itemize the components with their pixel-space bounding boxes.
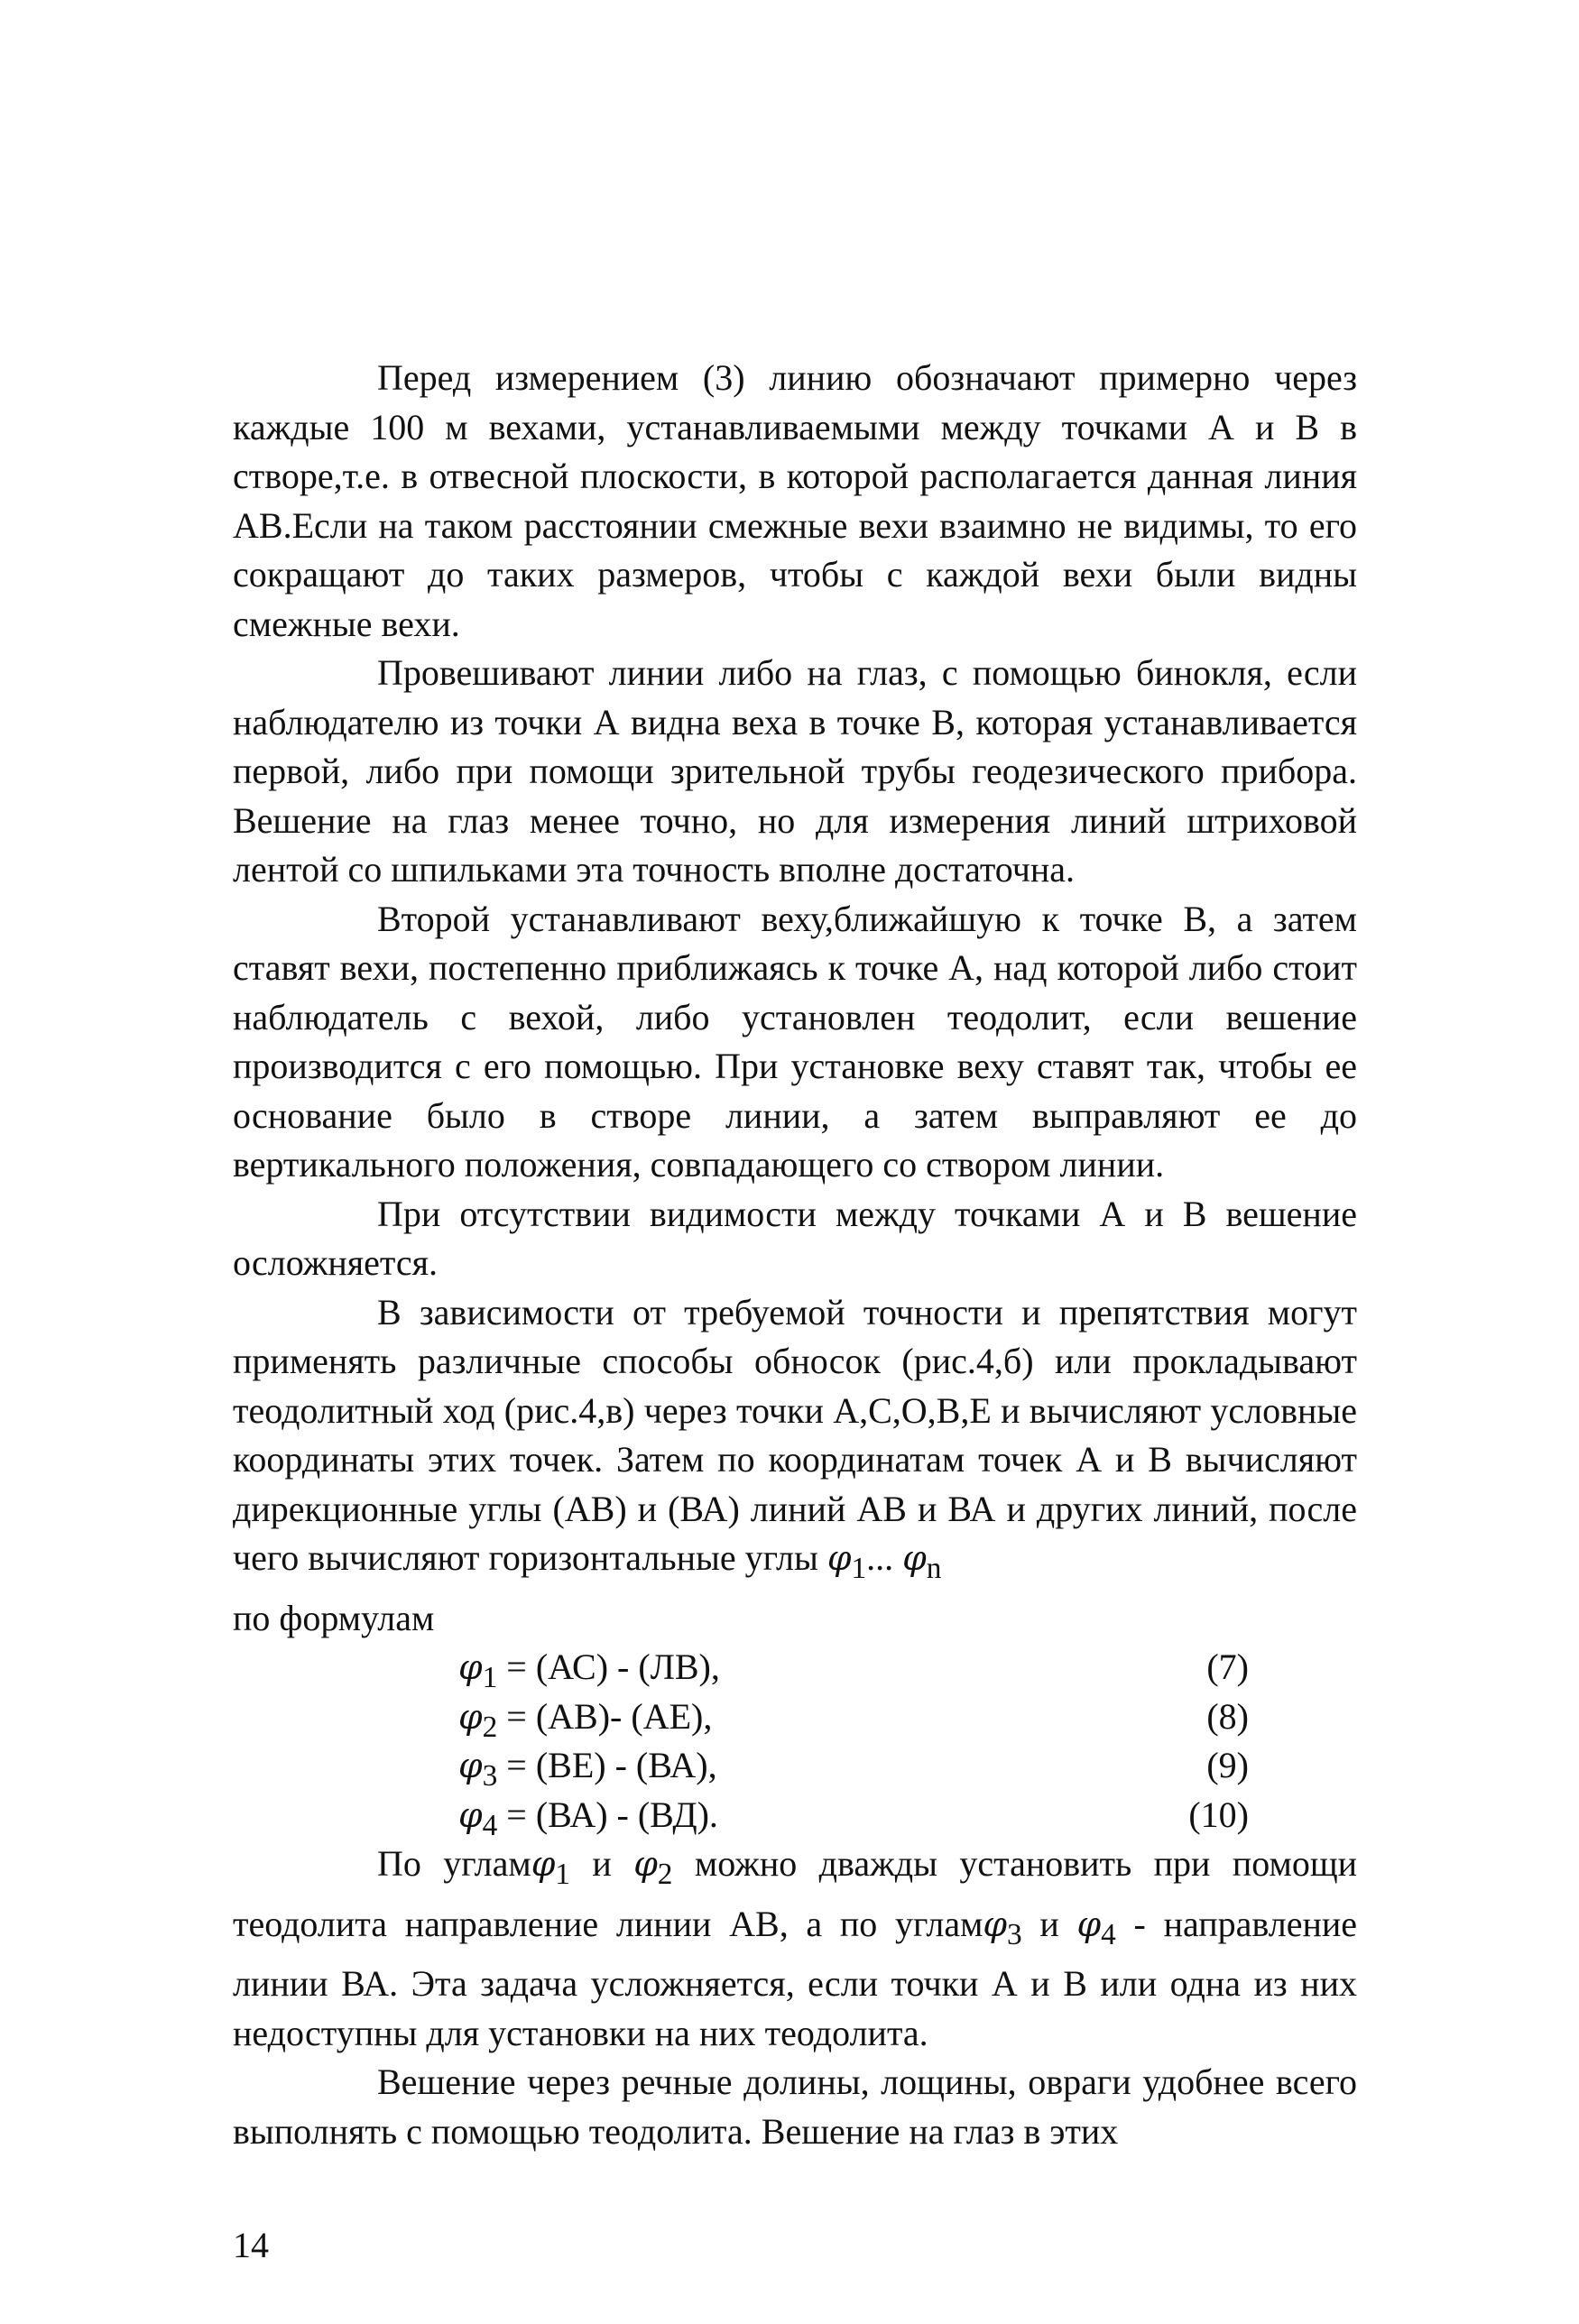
paragraph-6-end: - направление линии ВА. Эта задача усложняется, если точки А и В или одна из них недоступны для установки на них теодолита. [233, 1903, 1358, 2053]
phi-symbol: φ [1076, 1904, 1102, 1944]
paragraph-6-middle: можно дважды установить при помощи теодолита направление линии АВ, а по углам [233, 1843, 1358, 1944]
phi-subscript: 2 [482, 1710, 498, 1744]
paragraph-4: При отсутствии видимости между точками А и В вешение осложняется. [233, 1193, 1357, 1283]
phi-symbol: φ [458, 1647, 483, 1687]
phi-subscript: 4 [482, 1808, 498, 1842]
formula-row [233, 1643, 1357, 1692]
formula-row [233, 1791, 1357, 1840]
formula-body: = (ВА) - (ВД). [506, 1794, 718, 1835]
page-text [233, 354, 1357, 2156]
formula-body: = (ВЕ) - (ВА), [506, 1745, 717, 1785]
phi-symbol: φ [458, 1794, 483, 1835]
formula-row [233, 1741, 1357, 1791]
paragraph-3: Второй устанавливают веху,ближайшую к точке В, а затем ставят вехи, постепенно приближаясь к точке А, над которой либо стоит наблюдатель с вехой, либо установлен теодолит, если вешение производится с его помощью. При установке веху ставят так, чтобы ее основание было в створе линии, а затем выправляют ее до вертикального положения, совпадающего со створом линии. [233, 898, 1357, 1185]
paragraph-5-main: В зависимости от требуемой точности и препятствия могут применять различные способы обносок (рис.4,б) или прокладывают теодолитный ход (рис.4,в) через точки А,С,О,В,Е и вычисляют условные координаты этих точек. Затем по координатам точек А и В вычисляют дирекционные углы (АВ) и (ВА) линий АВ и ВА и других линий, после чего вычисляют горизонтальные углы [233, 1291, 1357, 1578]
formula-list [233, 1643, 1357, 1840]
formula-number: (10) [1188, 1794, 1249, 1835]
phi-subscript: 3 [1007, 1917, 1022, 1951]
formulas-intro: по формулам [233, 1597, 435, 1638]
phi-symbol: φ [983, 1904, 1008, 1944]
phi-subscript: 2 [657, 1858, 673, 1891]
phi-subscript: 3 [482, 1759, 498, 1793]
paragraph-7: Вешение через речные долины, лощины, овраги удобнее всего выполнять с помощью теодолита. Вешение на глаз в этих [233, 2061, 1357, 2152]
phi-subscript: 1 [851, 1552, 867, 1585]
phi-symbol: φ [902, 1538, 927, 1578]
conjunction: и [592, 1843, 612, 1884]
paragraph-6-start: По углам [377, 1843, 531, 1884]
phi-subscript: n [926, 1552, 942, 1585]
phi-subscript: 4 [1101, 1917, 1116, 1951]
formula-number: (9) [1206, 1745, 1249, 1785]
phi-subscript: 1 [555, 1858, 570, 1891]
phi-symbol: φ [458, 1746, 483, 1785]
formula-row [233, 1692, 1357, 1742]
conjunction: и [1039, 1903, 1059, 1944]
paragraph-1: Перед измерением (3) линию обозначают примерно через каждые 100 м вехами, устанавливаемыми между точками А и В в створе,т.е. в отвесной плоскости, в которой располагается данная линия АВ.Если на таком расстоянии смежные вехи взаимно не видимы, то его сокращают до таких размеров, чтобы с каждой вехи были видны смежные вехи. [233, 357, 1357, 644]
paragraph-6 [233, 1840, 1357, 2058]
formula-body: = (АВ)- (АЕ), [506, 1695, 713, 1737]
formula-number: (7) [1206, 1646, 1249, 1687]
phi-symbol: φ [531, 1844, 556, 1884]
phi-symbol: φ [826, 1538, 852, 1578]
phi-symbol: φ [633, 1844, 658, 1884]
page-number: 14 [233, 2225, 269, 2265]
ellipsis: ... [866, 1537, 894, 1578]
phi-subscript: 1 [482, 1661, 498, 1694]
formula-number: (8) [1206, 1695, 1249, 1737]
phi-symbol: φ [458, 1696, 483, 1737]
paragraph-2: Провешивают линии либо на глаз, с помощью бинокля, если наблюдателю из точки А видна веха в точке В, которая устанавливается первой, либо при помощи зрительной трубы геодезического прибора. Вешение на глаз менее точно, но для измерения линий штриховой лентой со шпильками эта точность вполне достаточна. [233, 652, 1357, 890]
formula-body: = (АС) - (ЛВ), [506, 1646, 720, 1687]
paragraph-5 [233, 1288, 1357, 1594]
